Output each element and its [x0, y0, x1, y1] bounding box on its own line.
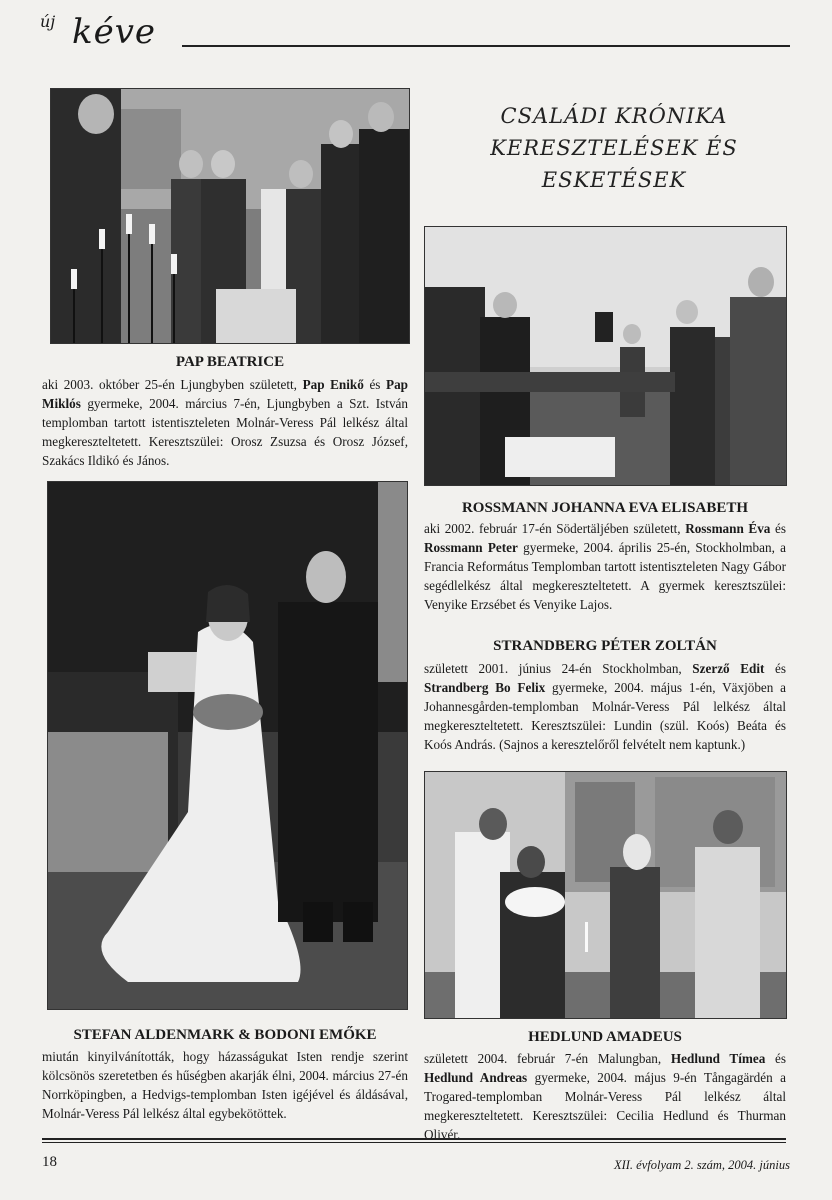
entry-name-bold: Pap Miklós — [42, 377, 408, 411]
section-title-line3: ESKETÉSEK — [541, 168, 687, 192]
entry-name-bold: Rossmann Peter — [424, 540, 518, 555]
entry-text-strandberg-peter — [424, 659, 786, 754]
entry-text-rossmann-johanna — [424, 519, 786, 614]
family-baptism-photo — [424, 771, 787, 1019]
entry-name-bold: Hedlund Tímea — [670, 1051, 766, 1066]
page-number: 18 — [42, 1154, 57, 1170]
entry-text-segment: aki 2003. október 25-én Ljungbyben született, — [42, 377, 303, 392]
entry-text-segment: és — [363, 377, 387, 392]
entry-text-segment: és — [764, 661, 786, 676]
entry-text-segment: aki 2002. február 17-én Södertäljében született, — [424, 521, 686, 536]
wedding-couple-photo — [47, 481, 408, 1010]
entry-text-segment: és — [765, 1051, 786, 1066]
section-title-line2: KERESZTELÉSEK ÉS — [490, 136, 738, 160]
entry-text-segment: gyermeke, 2004. május 9-én Tångagärdén a Trogared-templomban Molnár-Veress Pál lelkész által megkereszteltetett. Keresztszülei: Cecilia Hedlund és Thurman Olivér. — [424, 1070, 786, 1142]
entry-text-aldenmark-bodoni — [42, 1047, 408, 1123]
issue-info: XII. évfolyam 2. szám, 2004. június — [613, 1158, 790, 1172]
entry-name-bold: Strandberg Bo Felix — [424, 680, 546, 695]
masthead-prefix: új — [40, 12, 56, 31]
entry-text-segment: gyermeke, 2004. április 25-én, Stockholmban, a Francia Református Templomban tartott istentiszteleten Nagy Gábor segédlelkész által megkereszteltetett. A gyermek keresztszülei: Venyike Erzsébet és Venyike Lajos. — [424, 540, 786, 612]
header-rule — [182, 45, 790, 47]
footer-rule-thin — [42, 1142, 786, 1143]
church-baptism-photo — [424, 226, 787, 486]
entry-text-segment: és — [770, 521, 786, 536]
entry-text-segment: gyermeke, 2004. március 7-én, Ljungbyben a Szt. István templomban tartott istentiszteleten Molnár-Veress Pál lelkész által megkereszteltetett. Keresztszülei: Orosz Zsuzsa és Orosz József, Szakács Ildikó és János. — [42, 396, 408, 468]
baptism-ceremony-photo — [50, 88, 410, 344]
section-title — [474, 100, 754, 196]
masthead-title: kéve — [72, 12, 157, 52]
footer-rule — [42, 1138, 786, 1140]
entry-heading-strandberg-peter: STRANDBERG PÉTER ZOLTÁN — [493, 638, 717, 654]
entry-text-segment: miután kinyilvánították, hogy házasságukat Isten rendje szerint kölcsönös szeretetben és hűségben akarják élni, 2004. március 27-én Norrköpingben, a Hedvigs-templomban Isten igéjével és áldásával, Molnár-Veress Pál lelkész által egybekötöttek. — [42, 1049, 408, 1121]
entry-name-bold: Rossmann Éva — [685, 521, 771, 536]
entry-heading-hedlund-amadeus: HEDLUND AMADEUS — [528, 1029, 682, 1045]
entry-text-segment: született 2004. február 7-én Malungban, — [424, 1051, 671, 1066]
entry-text-segment: született 2001. június 24-én Stockholmban, — [424, 661, 693, 676]
entry-heading-rossmann-johanna: ROSSMANN JOHANNA EVA ELISABETH — [461, 500, 749, 516]
entry-name-bold: Szerző Edit — [692, 661, 765, 676]
entry-name-bold: Pap Enikő — [302, 377, 364, 392]
entry-text-hedlund-amadeus — [424, 1049, 786, 1144]
entry-heading-pap-beatrice: PAP BEATRICE — [175, 354, 285, 370]
entry-heading-aldenmark-bodoni: STEFAN ALDENMARK & BODONI EMŐKE — [73, 1027, 377, 1043]
entry-text-segment: gyermeke, 2004. május 1-én, Växjöben a Johannesgården-templomban Molnár-Veress Pál lelkész által megkereszteltetett. Keresztszülei: Lundin (szül. Koós) Beáta és Koós András. (Sajnos a keresztelőről felvételt nem kaptunk.) — [424, 680, 787, 752]
entry-text-pap-beatrice — [42, 375, 408, 470]
section-title-line1: CSALÁDI KRÓNIKA — [500, 104, 728, 128]
entry-name-bold: Hedlund Andreas — [424, 1070, 528, 1085]
